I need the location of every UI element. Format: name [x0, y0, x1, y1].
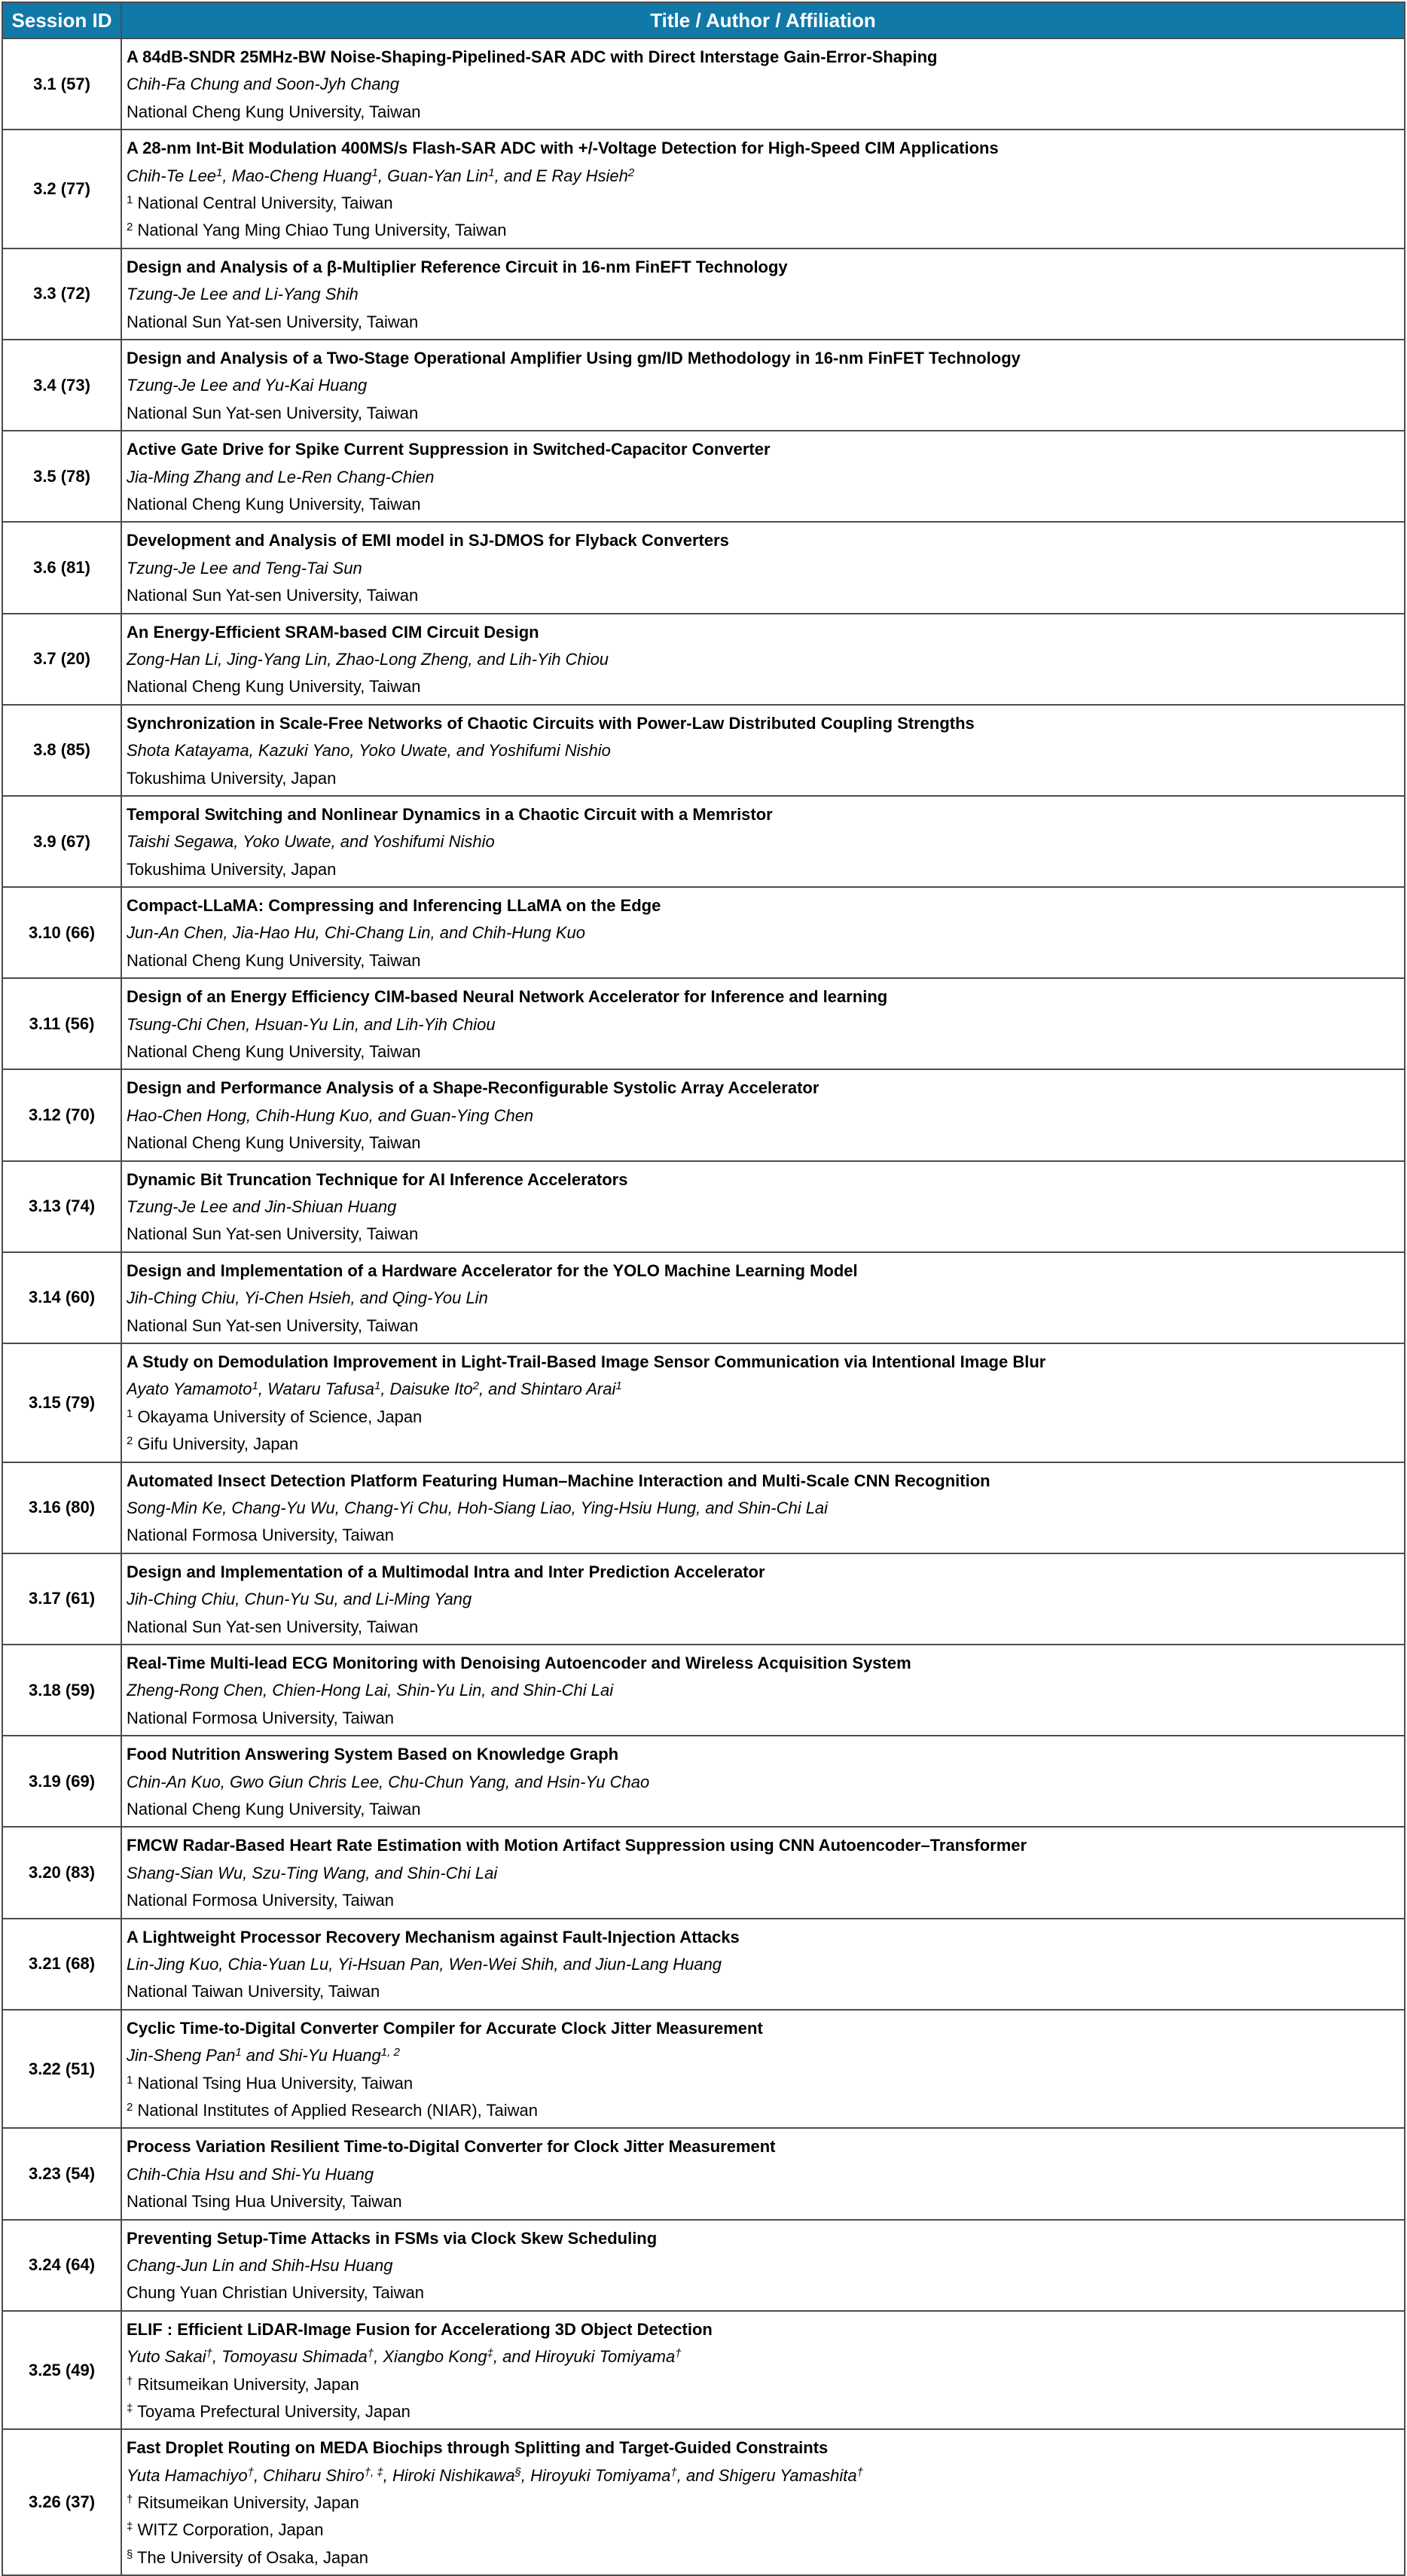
paper-title: A 28-nm Int-Bit Modulation 400MS/s Flash-SAR ADC with +/-Voltage Detection for High-Speed CIM Applications: [127, 139, 999, 158]
author-text: , and Shintaro Arai: [478, 1379, 616, 1399]
paper-affiliation: [127, 1221, 1404, 1248]
author-text: and Shi-Yu Huang: [241, 2046, 381, 2065]
affiliation-mark: 2: [127, 1434, 133, 1448]
paper-details-cell: [121, 2429, 1405, 2575]
table-row: [2, 248, 1405, 340]
paper-affiliation: [127, 217, 1404, 244]
author-text: Chang-Jun Lin and Shih-Hsu Huang: [127, 2255, 393, 2275]
author-affiliation-mark: †: [675, 2347, 682, 2361]
affiliation-text: National Tsing Hua University, Taiwan: [133, 2073, 414, 2093]
paper-affiliation: [127, 2398, 1404, 2425]
author-text: Yuta Hamachiyo: [127, 2465, 248, 2485]
affiliation-mark: §: [127, 2547, 133, 2561]
author-text: Ayato Yamamoto: [127, 1379, 252, 1399]
author-affiliation-mark: ‡: [487, 2347, 493, 2361]
paper-affiliation: [127, 2097, 1404, 2124]
author-affiliation-mark: †: [856, 2465, 863, 2479]
affiliation-mark: †: [127, 2493, 133, 2507]
affiliation-text: Okayama University of Science, Japan: [133, 1407, 423, 1426]
paper-title: Design of an Energy Efficiency CIM-based Neural Network Accelerator for Inference and learning: [127, 987, 888, 1007]
column-header-session-id: Session ID: [2, 2, 121, 38]
paper-affiliation: [127, 2070, 1404, 2097]
paper-details-cell: [121, 1736, 1405, 1827]
session-id-cell: 3.23 (54): [2, 2128, 121, 2219]
author-affiliation-mark: †: [367, 2347, 374, 2361]
affiliation-mark: ‡: [127, 2401, 133, 2415]
paper-title: Real-Time Multi-lead ECG Monitoring with Denoising Autoencoder and Wireless Acquisition System: [127, 1654, 911, 1672]
table-row: [2, 887, 1405, 978]
paper-authors: [127, 2343, 1404, 2370]
paper-affiliation: [127, 1887, 1404, 1914]
author-text: Tzung-Je Lee and Teng-Tai Sun: [127, 558, 362, 578]
paper-affiliation: [127, 1522, 1404, 1549]
paper-affiliation: [127, 400, 1404, 427]
affiliation-text: National Sun Yat-sen University, Taiwan: [127, 403, 419, 422]
affiliation-text: WITZ Corporation, Japan: [133, 2520, 324, 2540]
session-id-cell: 3.20 (83): [2, 1827, 121, 1918]
affiliation-text: National Formosa University, Taiwan: [127, 1526, 394, 1545]
affiliation-mark: 1: [127, 193, 133, 206]
table-row: [2, 2429, 1405, 2575]
session-id-cell: 3.19 (69): [2, 1736, 121, 1827]
table-row: [2, 1736, 1405, 1827]
paper-authors: [127, 1011, 1404, 1038]
affiliation-text: National Cheng Kung University, Taiwan: [127, 1133, 421, 1153]
paper-details-cell: [121, 2128, 1405, 2219]
author-text: , Wataru Tafusa: [258, 1379, 374, 1399]
paper-title: A Study on Demodulation Improvement in Light-Trail-Based Image Sensor Communication via Intentional Image Blur: [127, 1352, 1046, 1372]
affiliation-text: Tokushima University, Japan: [127, 768, 337, 788]
paper-details-cell: [121, 614, 1405, 705]
author-affiliation-mark: 2: [627, 166, 635, 179]
paper-title: Development and Analysis of EMI model in SJ-DMOS for Flyback Converters: [127, 531, 729, 550]
affiliation-text: Tokushima University, Japan: [127, 859, 337, 879]
paper-authors: [127, 2252, 1404, 2279]
paper-details-cell: [121, 2220, 1405, 2311]
paper-details-cell: [121, 340, 1405, 431]
affiliation-text: National Central University, Taiwan: [133, 193, 393, 212]
affiliation-text: National Taiwan University, Taiwan: [127, 1982, 380, 2001]
author-text: , and Shigeru Yamashita: [676, 2465, 857, 2485]
table-row: [2, 1462, 1405, 1553]
table-row: [2, 38, 1405, 130]
author-affiliation-mark: 1: [235, 2046, 242, 2059]
paper-authors: [127, 1677, 1404, 1704]
paper-details-cell: [121, 1645, 1405, 1736]
table-row: [2, 705, 1405, 796]
author-affiliation-mark: 1: [371, 166, 378, 179]
author-affiliation-mark: 1: [374, 1379, 381, 1393]
author-text: Chih-Te Lee: [127, 166, 217, 185]
author-affiliation-mark: †: [247, 2465, 254, 2479]
paper-title: Design and Analysis of a β-Multiplier Reference Circuit in 16-nm FinEFT Technology: [127, 257, 788, 276]
paper-title: Design and Implementation of a Hardware Accelerator for the YOLO Machine Learning Model: [127, 1261, 858, 1280]
author-text: Shang-Sian Wu, Szu-Ting Wang, and Shin-Chi Lai: [127, 1863, 498, 1882]
paper-title: Process Variation Resilient Time-to-Digital Converter for Clock Jitter Measurement: [127, 2137, 776, 2157]
author-text: Tsung-Chi Chen, Hsuan-Yu Lin, and Lih-Yih Chiou: [127, 1014, 496, 1034]
paper-title: Design and Implementation of a Multimodal Intra and Inter Prediction Accelerator: [127, 1562, 765, 1581]
session-id-cell: 3.13 (74): [2, 1161, 121, 1252]
paper-title: Temporal Switching and Nonlinear Dynamics in a Chaotic Circuit with a Memristor: [127, 804, 773, 824]
affiliation-text: Ritsumeikan University, Japan: [133, 2374, 359, 2394]
paper-authors: [127, 646, 1404, 673]
paper-title: A Lightweight Processor Recovery Mechanism against Fault-Injection Attacks: [127, 1927, 740, 1946]
session-id-cell: 3.8 (85): [2, 705, 121, 796]
author-text: Chin-An Kuo, Gwo Giun Chris Lee, Chu-Chun Yang, and Hsin-Yu Chao: [127, 1772, 650, 1791]
author-affiliation-mark: †: [206, 2347, 212, 2361]
affiliation-text: National Sun Yat-sen University, Taiwan: [127, 1315, 419, 1335]
session-id-cell: 3.3 (72): [2, 248, 121, 340]
paper-affiliation: [127, 673, 1404, 700]
affiliation-mark: 2: [127, 221, 133, 234]
paper-details-cell: [121, 1919, 1405, 2010]
table-row: [2, 2311, 1405, 2430]
table-row: [2, 1252, 1405, 1343]
paper-title: Design and Analysis of a Two-Stage Operational Amplifier Using gm/ID Methodology in 16-nm FinFET Technology: [127, 348, 1021, 367]
author-affiliation-mark: 1: [488, 166, 495, 179]
paper-affiliation: [127, 309, 1404, 336]
author-text: Tzung-Je Lee and Li-Yang Shih: [127, 285, 359, 304]
affiliation-text: Gifu University, Japan: [133, 1434, 299, 1454]
paper-title: Fast Droplet Routing on MEDA Biochips through Splitting and Target-Guided Constraints: [127, 2438, 829, 2458]
affiliation-text: National Cheng Kung University, Taiwan: [127, 950, 421, 970]
affiliation-text: National Formosa University, Taiwan: [127, 1891, 394, 1910]
table-row: [2, 978, 1405, 1069]
affiliation-text: National Cheng Kung University, Taiwan: [127, 1799, 421, 1818]
paper-authors: [127, 163, 1404, 190]
affiliation-text: National Sun Yat-sen University, Taiwan: [127, 312, 419, 331]
author-affiliation-mark: 1: [216, 166, 223, 179]
author-text: Song-Min Ke, Chang-Yu Wu, Chang-Yi Chu, Hoh-Siang Liao, Ying-Hsiu Hung, and Shin-Chi Lai: [127, 1498, 829, 1518]
session-table: [2, 2, 1405, 2576]
session-id-cell: 3.12 (70): [2, 1069, 121, 1160]
paper-affiliation: [127, 2371, 1404, 2398]
author-text: Hao-Chen Hong, Chih-Hung Kuo, and Guan-Ying Chen: [127, 1105, 534, 1125]
author-text: Taishi Segawa, Yoko Uwate, and Yoshifumi Nishio: [127, 832, 495, 852]
author-text: , Xiangbo Kong: [374, 2347, 487, 2367]
paper-affiliation: [127, 1614, 1404, 1641]
paper-affiliation: [127, 582, 1404, 609]
table-body: [2, 38, 1405, 2575]
author-text: Tzung-Je Lee and Jin-Shiuan Huang: [127, 1197, 397, 1217]
session-id-cell: 3.10 (66): [2, 887, 121, 978]
author-text: Yuto Sakai: [127, 2347, 206, 2367]
affiliation-mark: †: [127, 2374, 133, 2388]
affiliation-text: Ritsumeikan University, Japan: [133, 2493, 359, 2513]
paper-details-cell: [121, 978, 1405, 1069]
paper-affiliation: [127, 1038, 1404, 1065]
affiliation-mark: 1: [127, 2073, 133, 2087]
paper-affiliation: [127, 1312, 1404, 1340]
table-row: [2, 431, 1405, 522]
affiliation-mark: 1: [127, 1407, 133, 1420]
affiliation-text: National Yang Ming Chiao Tung University, Taiwan: [133, 221, 507, 240]
author-text: Jih-Ching Chiu, Yi-Chen Hsieh, and Qing-You Lin: [127, 1288, 488, 1308]
table-row: [2, 522, 1405, 613]
author-affiliation-mark: 1: [252, 1379, 258, 1393]
paper-affiliation: [127, 1129, 1404, 1157]
table-row: [2, 1919, 1405, 2010]
paper-title: Synchronization in Scale-Free Networks of Chaotic Circuits with Power-Law Distributed Coupling Strengths: [127, 713, 975, 733]
session-id-cell: 3.9 (67): [2, 796, 121, 887]
table-row: [2, 130, 1405, 248]
author-text: Chih-Fa Chung and Soon-Jyh Chang: [127, 75, 400, 94]
author-text: , Daisuke Ito: [380, 1379, 473, 1399]
paper-title: Cyclic Time-to-Digital Converter Compiler for Accurate Clock Jitter Measurement: [127, 2018, 763, 2038]
affiliation-text: Toyama Prefectural University, Japan: [133, 2401, 411, 2421]
author-text: , Hiroyuki Tomiyama: [520, 2465, 671, 2485]
paper-details-cell: [121, 38, 1405, 130]
author-text: Lin-Jing Kuo, Chia-Yuan Lu, Yi-Hsuan Pan, Wen-Wei Shih, and Jiun-Lang Huang: [127, 1954, 722, 1974]
paper-title: FMCW Radar-Based Heart Rate Estimation with Motion Artifact Suppression using CNN Autoencoder–Transformer: [127, 1836, 1027, 1855]
session-id-cell: 3.22 (51): [2, 2010, 121, 2129]
author-text: Jih-Ching Chiu, Chun-Yu Su, and Li-Ming Yang: [127, 1590, 472, 1609]
paper-details-cell: [121, 705, 1405, 796]
paper-authors: [127, 828, 1404, 855]
author-text: , and Hiroyuki Tomiyama: [493, 2347, 676, 2367]
table-row: [2, 340, 1405, 431]
author-affiliation-mark: 2: [472, 1379, 479, 1393]
paper-title: A 84dB-SNDR 25MHz-BW Noise-Shaping-Pipelined-SAR ADC with Direct Interstage Gain-Error-Shaping: [127, 47, 938, 66]
paper-details-cell: [121, 522, 1405, 613]
table-row: [2, 1343, 1405, 1462]
author-text: , Chiharu Shiro: [253, 2465, 365, 2485]
paper-affiliation: [127, 491, 1404, 518]
session-id-cell: 3.16 (80): [2, 1462, 121, 1553]
paper-authors: [127, 555, 1404, 582]
author-affiliation-mark: †: [670, 2465, 677, 2479]
affiliation-text: National Cheng Kung University, Taiwan: [127, 677, 421, 697]
paper-title: Food Nutrition Answering System Based on Knowledge Graph: [127, 1745, 619, 1764]
paper-title: An Energy-Efficient SRAM-based CIM Circuit Design: [127, 622, 539, 642]
paper-details-cell: [121, 1343, 1405, 1462]
author-text: Tzung-Je Lee and Yu-Kai Huang: [127, 376, 368, 395]
session-id-cell: 3.21 (68): [2, 1919, 121, 2010]
session-id-cell: 3.5 (78): [2, 431, 121, 522]
paper-details-cell: [121, 1252, 1405, 1343]
author-affiliation-mark: 1, 2: [380, 2046, 400, 2059]
author-text: Jin-Sheng Pan: [127, 2046, 236, 2065]
affiliation-mark: ‡: [127, 2520, 133, 2534]
author-affiliation-mark: 1: [615, 1379, 622, 1393]
paper-authors: [127, 919, 1404, 947]
author-text: , Mao-Cheng Huang: [222, 166, 372, 185]
paper-affiliation: [127, 1978, 1404, 2005]
paper-title: Dynamic Bit Truncation Technique for AI Inference Accelerators: [127, 1169, 628, 1189]
author-text: , and E Ray Hsieh: [494, 166, 628, 185]
author-text: , Guan-Yan Lin: [377, 166, 489, 185]
table-row: [2, 1553, 1405, 1645]
paper-details-cell: [121, 1462, 1405, 1553]
paper-affiliation: [127, 1404, 1404, 1431]
paper-title: Active Gate Drive for Spike Current Suppression in Switched-Capacitor Converter: [127, 440, 771, 459]
session-id-cell: 3.7 (20): [2, 614, 121, 705]
author-text: Zheng-Rong Chen, Chien-Hong Lai, Shin-Yu Lin, and Shin-Chi Lai: [127, 1681, 614, 1700]
paper-authors: [127, 71, 1404, 98]
paper-details-cell: [121, 248, 1405, 340]
paper-authors: [127, 1102, 1404, 1129]
author-text: Chih-Chia Hsu and Shi-Yu Huang: [127, 2164, 374, 2184]
paper-authors: [127, 1586, 1404, 1613]
paper-authors: [127, 1860, 1404, 1887]
paper-affiliation: [127, 2188, 1404, 2215]
column-header-details: Title / Author / Affiliation: [121, 2, 1405, 38]
paper-affiliation: [127, 947, 1404, 974]
paper-affiliation: [127, 2544, 1404, 2571]
session-id-cell: 3.25 (49): [2, 2311, 121, 2430]
author-affiliation-mark: †, ‡: [364, 2465, 383, 2479]
author-text: Jun-An Chen, Jia-Hao Hu, Chi-Chang Lin, and Chih-Hung Kuo: [127, 923, 586, 943]
session-id-cell: 3.2 (77): [2, 130, 121, 248]
paper-title: ELIF : Efficient LiDAR-Image Fusion for Accelerationg 3D Object Detection: [127, 2319, 713, 2339]
affiliation-text: National Cheng Kung University, Taiwan: [127, 102, 421, 121]
paper-details-cell: [121, 1827, 1405, 1918]
paper-affiliation: [127, 856, 1404, 883]
paper-affiliation: [127, 1705, 1404, 1732]
table-row: [2, 2128, 1405, 2219]
affiliation-text: National Sun Yat-sen University, Taiwan: [127, 1617, 419, 1636]
paper-title: Design and Performance Analysis of a Shape-Reconfigurable Systolic Array Accelerator: [127, 1078, 819, 1098]
paper-details-cell: [121, 887, 1405, 978]
session-id-cell: 3.24 (64): [2, 2220, 121, 2311]
session-id-cell: 3.11 (56): [2, 978, 121, 1069]
table-row: [2, 1645, 1405, 1736]
affiliation-text: National Cheng Kung University, Taiwan: [127, 494, 421, 514]
table-row: [2, 2220, 1405, 2311]
affiliation-mark: 2: [127, 2100, 133, 2114]
paper-affiliation: [127, 765, 1404, 792]
paper-details-cell: [121, 1553, 1405, 1645]
paper-authors: [127, 2042, 1404, 2069]
table-header-row: [2, 2, 1405, 38]
affiliation-text: Chung Yuan Christian University, Taiwan: [127, 2283, 424, 2303]
session-id-cell: 3.6 (81): [2, 522, 121, 613]
affiliation-text: National Cheng Kung University, Taiwan: [127, 1042, 421, 1062]
paper-details-cell: [121, 2010, 1405, 2129]
paper-details-cell: [121, 431, 1405, 522]
paper-authors: [127, 2462, 1404, 2489]
affiliation-text: National Formosa University, Taiwan: [127, 1708, 394, 1727]
table-row: [2, 614, 1405, 705]
affiliation-text: The University of Osaka, Japan: [133, 2547, 368, 2567]
paper-authors: [127, 372, 1404, 399]
paper-authors: [127, 2161, 1404, 2188]
paper-authors: [127, 1285, 1404, 1312]
paper-title: Automated Insect Detection Platform Featuring Human–Machine Interaction and Multi-Scale CNN Recognition: [127, 1471, 990, 1490]
author-text: Shota Katayama, Kazuki Yano, Yoko Uwate, and Yoshifumi Nishio: [127, 741, 611, 761]
paper-affiliation: [127, 99, 1404, 126]
paper-authors: [127, 1376, 1404, 1403]
table-row: [2, 796, 1405, 887]
paper-affiliation: [127, 1796, 1404, 1823]
table-row: [2, 1161, 1405, 1252]
affiliation-text: National Sun Yat-sen University, Taiwan: [127, 586, 419, 605]
session-id-cell: 3.18 (59): [2, 1645, 121, 1736]
paper-affiliation: [127, 2279, 1404, 2306]
paper-authors: [127, 1193, 1404, 1221]
paper-details-cell: [121, 1069, 1405, 1160]
paper-authors: [127, 281, 1404, 308]
table-row: [2, 1069, 1405, 1160]
session-id-cell: 3.4 (73): [2, 340, 121, 431]
paper-details-cell: [121, 1161, 1405, 1252]
session-id-cell: 3.14 (60): [2, 1252, 121, 1343]
affiliation-text: National Tsing Hua University, Taiwan: [127, 2192, 402, 2212]
session-id-cell: 3.26 (37): [2, 2429, 121, 2575]
author-affiliation-mark: §: [514, 2465, 521, 2479]
paper-authors: [127, 737, 1404, 764]
table-row: [2, 1827, 1405, 1918]
author-text: Jia-Ming Zhang and Le-Ren Chang-Chien: [127, 467, 435, 486]
paper-authors: [127, 1951, 1404, 1978]
paper-affiliation: [127, 190, 1404, 217]
paper-authors: [127, 464, 1404, 491]
author-text: , Hiroki Nishikawa: [383, 2465, 515, 2485]
author-text: , Tomoyasu Shimada: [212, 2347, 368, 2367]
paper-affiliation: [127, 1431, 1404, 1458]
affiliation-text: National Sun Yat-sen University, Taiwan: [127, 1224, 419, 1244]
session-id-cell: 3.1 (57): [2, 38, 121, 130]
paper-details-cell: [121, 796, 1405, 887]
paper-title: Preventing Setup-Time Attacks in FSMs via Clock Skew Scheduling: [127, 2228, 658, 2248]
paper-authors: [127, 1495, 1404, 1522]
paper-authors: [127, 1769, 1404, 1796]
author-text: Zong-Han Li, Jing-Yang Lin, Zhao-Long Zheng, and Lih-Yih Chiou: [127, 649, 609, 669]
paper-affiliation: [127, 2517, 1404, 2544]
paper-details-cell: [121, 130, 1405, 248]
paper-affiliation: [127, 2489, 1404, 2517]
paper-details-cell: [121, 2311, 1405, 2430]
affiliation-text: National Institutes of Applied Research (NIAR), Taiwan: [133, 2100, 538, 2120]
session-id-cell: 3.17 (61): [2, 1553, 121, 1645]
table-row: [2, 2010, 1405, 2129]
paper-title: Compact-LLaMA: Compressing and Inferencing LLaMA on the Edge: [127, 896, 661, 916]
session-id-cell: 3.15 (79): [2, 1343, 121, 1462]
